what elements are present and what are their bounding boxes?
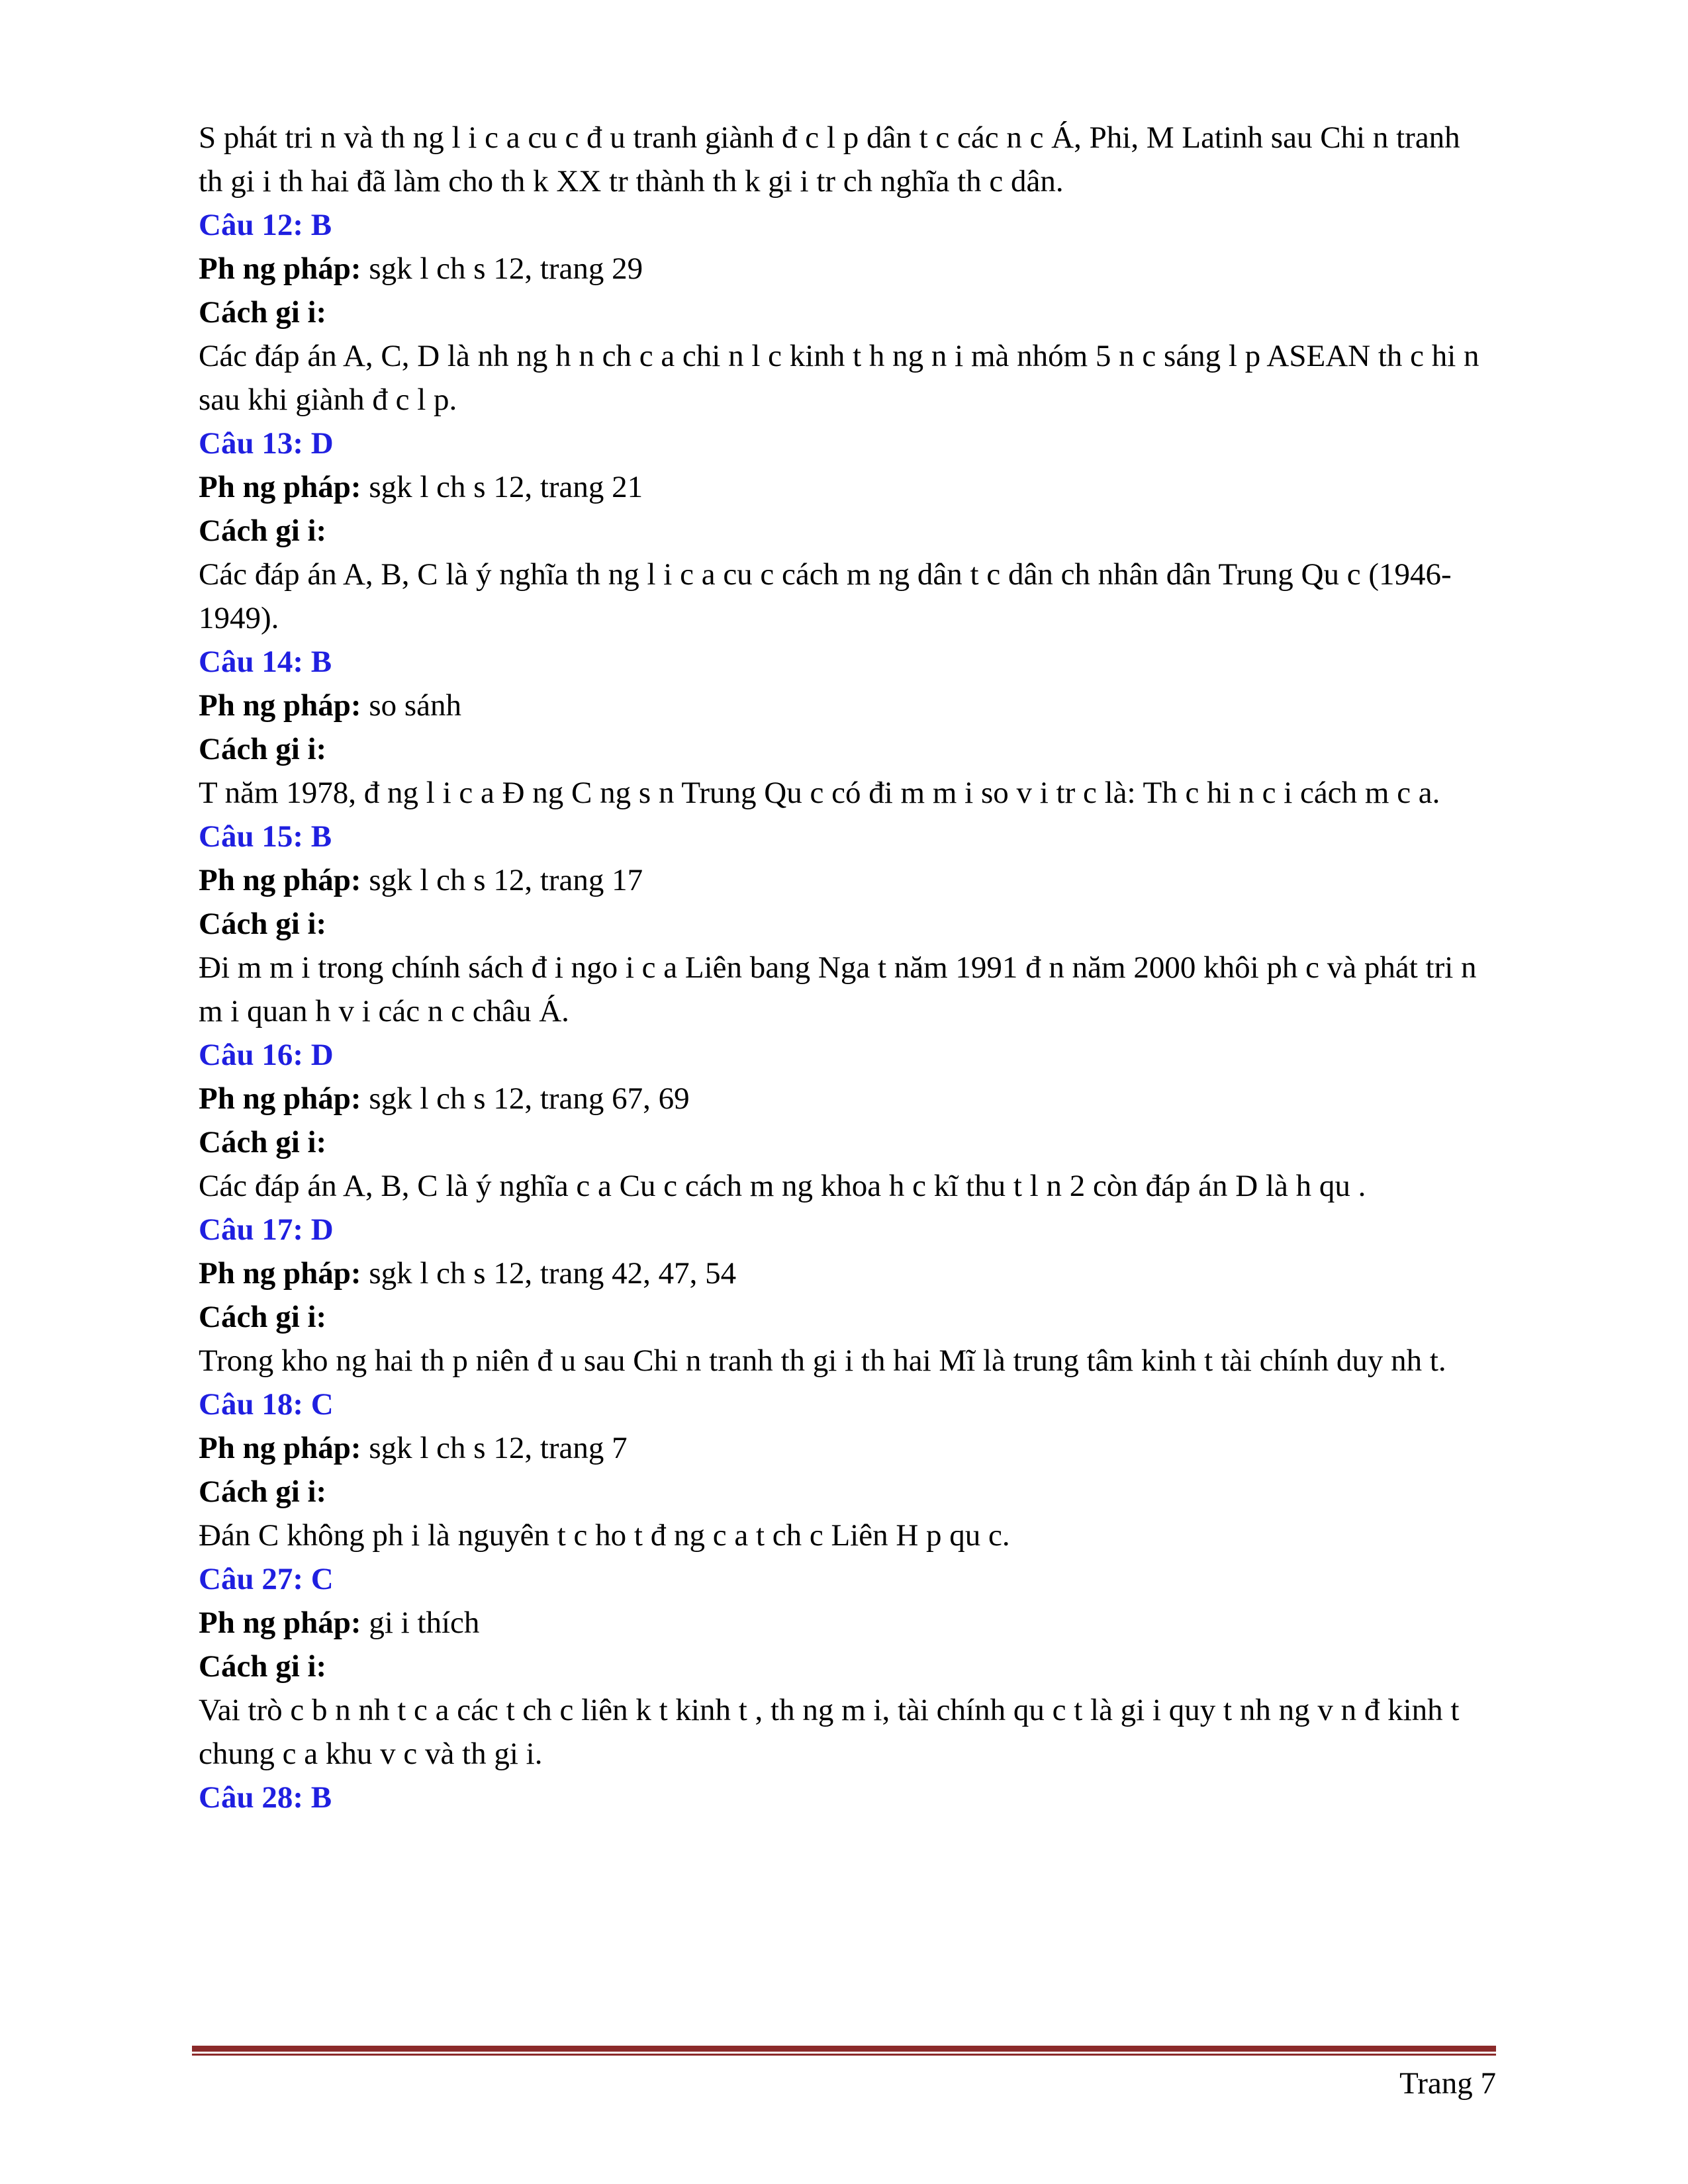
method-label: Ph ng pháp: — [199, 1256, 361, 1291]
solution-label-line — [199, 1645, 1489, 1688]
method-label: Ph ng pháp: — [199, 1431, 361, 1465]
method-line — [199, 1077, 1489, 1120]
footer-divider — [192, 2046, 1496, 2056]
question-block-16 — [199, 1033, 1489, 1208]
method-line — [199, 1601, 1489, 1645]
page-content — [199, 116, 1489, 1819]
method-text: gi i thích — [369, 1606, 480, 1640]
question-block-12 — [199, 203, 1489, 422]
question-heading: Câu 14: B — [199, 645, 332, 679]
method-line — [199, 247, 1489, 291]
question-block-14 — [199, 640, 1489, 815]
method-label: Ph ng pháp: — [199, 863, 361, 897]
method-text: sgk l ch s 12, trang 17 — [369, 863, 643, 897]
solution-label-line — [199, 1120, 1489, 1164]
method-line — [199, 1426, 1489, 1470]
solution-label-line — [199, 509, 1489, 553]
solution-label: Cách gi i: — [199, 1125, 327, 1160]
question-block-18 — [199, 1383, 1489, 1557]
method-line — [199, 684, 1489, 727]
question-block-27 — [199, 1557, 1489, 1776]
solution-label: Cách gi i: — [199, 295, 327, 330]
method-line — [199, 1251, 1489, 1295]
solution-text: Các đáp án A, B, C là ý nghĩa th ng l i c a cu c cách m ng dân t c dân ch nhân dân Trung Qu c (1946-1949). — [199, 557, 1452, 635]
solution-text: Trong kho ng hai th p niên đ u sau Chi n tranh th gi i th hai Mĩ là trung tâm kinh t tài chính duy nh t. — [199, 1343, 1446, 1378]
intro-paragraph: S phát tri n và th ng l i c a cu c đ u tranh giành đ c l p dân t c các n c Á, Phi, M Latinh sau Chi n tranh th gi i th hai đã làm cho th k XX tr thành th k gi i tr ch nghĩa th c dân. — [199, 120, 1460, 199]
method-text: sgk l ch s 12, trang 67, 69 — [369, 1081, 690, 1116]
solution-text: Các đáp án A, C, D là nh ng h n ch c a chi n l c kinh t h ng n i mà nhóm 5 n c sáng l p ASEAN th c hi n sau khi giành đ c l p. — [199, 339, 1479, 417]
solution-label-line — [199, 902, 1489, 946]
question-heading-28: Câu 28: B — [199, 1780, 332, 1815]
footer-divider-thin — [192, 2054, 1496, 2056]
method-text: sgk l ch s 12, trang 7 — [369, 1431, 628, 1465]
solution-label-line — [199, 291, 1489, 334]
method-label: Ph ng pháp: — [199, 688, 361, 723]
question-block-13 — [199, 422, 1489, 640]
solution-label: Cách gi i: — [199, 732, 327, 766]
solution-label: Cách gi i: — [199, 1475, 327, 1509]
method-label: Ph ng pháp: — [199, 1081, 361, 1116]
method-text: sgk l ch s 12, trang 29 — [369, 251, 643, 286]
solution-label: Cách gi i: — [199, 1300, 327, 1334]
question-heading: Câu 18: C — [199, 1387, 334, 1422]
method-label: Ph ng pháp: — [199, 251, 361, 286]
solution-label: Cách gi i: — [199, 1649, 327, 1684]
solution-text: Đán C không ph i là nguyên t c ho t đ ng c a t ch c Liên H p qu c. — [199, 1518, 1010, 1553]
solution-text: Đi m m i trong chính sách đ i ngo i c a Liên bang Nga t năm 1991 đ n năm 2000 khôi ph c và phát tri n m i quan h v i các n c châu Á. — [199, 950, 1477, 1028]
method-line — [199, 465, 1489, 509]
question-heading: Câu 15: B — [199, 819, 332, 854]
solution-label-line — [199, 1295, 1489, 1339]
solution-text: T năm 1978, đ ng l i c a Đ ng C ng s n Trung Qu c có đi m m i so v i tr c là: Th c hi n c i cách m c a. — [199, 776, 1440, 810]
solution-label: Cách gi i: — [199, 907, 327, 941]
question-heading: Câu 16: D — [199, 1038, 334, 1072]
method-text: sgk l ch s 12, trang 42, 47, 54 — [369, 1256, 737, 1291]
question-heading: Câu 17: D — [199, 1212, 334, 1247]
solution-text: Vai trò c b n nh t c a các t ch c liên k t kinh t , th ng m i, tài chính qu c t là gi i quy t nh ng v n đ kinh t chung c a khu v c và th gi i. — [199, 1693, 1460, 1771]
method-text: sgk l ch s 12, trang 21 — [369, 470, 643, 504]
solution-label-line — [199, 1470, 1489, 1514]
method-text: so sánh — [369, 688, 462, 723]
footer-divider-thick — [192, 2046, 1496, 2052]
method-label: Ph ng pháp: — [199, 1606, 361, 1640]
question-heading: Câu 27: C — [199, 1562, 334, 1596]
method-line — [199, 858, 1489, 902]
method-label: Ph ng pháp: — [199, 470, 361, 504]
page-number: Trang 7 — [1399, 2066, 1496, 2101]
question-block-17 — [199, 1208, 1489, 1383]
question-heading: Câu 12: B — [199, 208, 332, 242]
solution-text: Các đáp án A, B, C là ý nghĩa c a Cu c cách m ng khoa h c kĩ thu t l n 2 còn đáp án D là h qu . — [199, 1169, 1366, 1203]
solution-label: Cách gi i: — [199, 514, 327, 548]
question-heading: Câu 13: D — [199, 426, 334, 461]
question-block-15 — [199, 815, 1489, 1033]
solution-label-line — [199, 727, 1489, 771]
